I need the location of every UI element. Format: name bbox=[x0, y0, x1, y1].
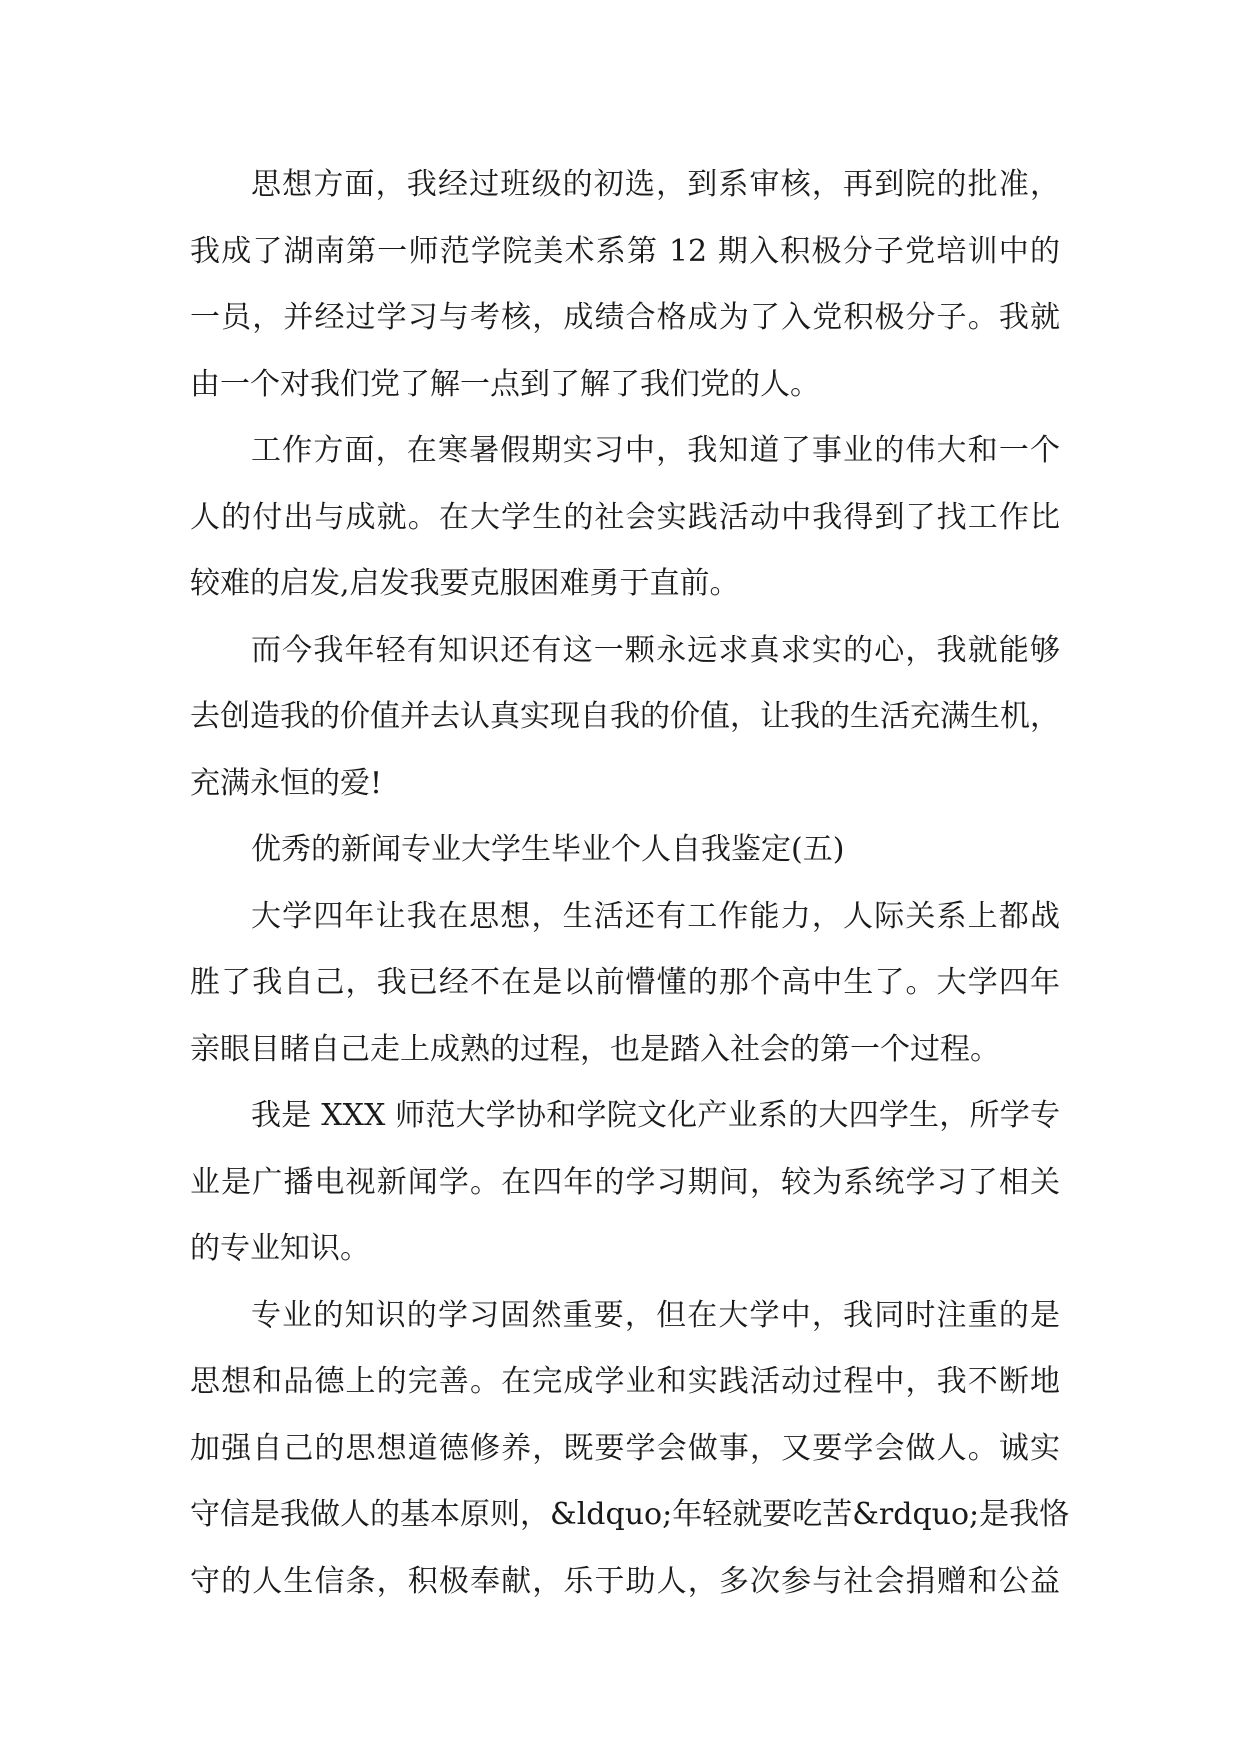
paragraph-6-line-3: 的专业知识。 bbox=[190, 1231, 370, 1266]
section-heading: 优秀的新闻专业大学生毕业个人自我鉴定(五) bbox=[251, 832, 845, 867]
paragraph-2-line-2: 人的付出与成就。在大学生的社会实践活动中我得到了找工作比 bbox=[190, 499, 1060, 535]
paragraph-5-line-3: 亲眼目睹自己走上成熟的过程，也是踏入社会的第一个过程。 bbox=[190, 1031, 1000, 1067]
paragraph-2-line-3: 较难的启发,启发我要克服困难勇于直前。 bbox=[190, 566, 740, 601]
paragraph-5-line-2: 胜了我自己，我已经不在是以前懵懂的那个高中生了。大学四年 bbox=[190, 965, 1060, 1000]
paragraph-1-line-3: 一员，并经过学习与考核，成绩合格成为了入党积极分子。我就 bbox=[190, 300, 1060, 335]
paragraph-7-line-3: 加强自己的思想道德修养，既要学会做事，又要学会做人。诚实 bbox=[190, 1430, 1060, 1466]
paragraph-6-line-1: 我是 XXX 师范大学协和学院文化产业系的大四学生，所学专 bbox=[251, 1098, 1060, 1133]
paragraph-3-line-1: 而今我年轻有知识还有这一颗永远求真求实的心，我就能够 bbox=[251, 632, 1060, 668]
paragraph-1-line-2: 我成了湖南第一师范学院美术系第 12 期入积极分子党培训中的 bbox=[190, 233, 1060, 269]
document-body bbox=[190, 152, 1070, 1615]
paragraph-7-line-5: 守的人生信条，积极奉献，乐于助人，多次参与社会捐赠和公益 bbox=[190, 1563, 1060, 1599]
paragraph-3-line-2: 去创造我的价值并去认真实现自我的价值，让我的生活充满生机， bbox=[190, 699, 1060, 734]
paragraph-5-line-1: 大学四年让我在思想，生活还有工作能力，人际关系上都战 bbox=[251, 898, 1060, 934]
paragraph-7-line-2: 思想和品德上的完善。在完成学业和实践活动过程中，我不断地 bbox=[190, 1364, 1060, 1399]
paragraph-6-line-2: 业是广播电视新闻学。在四年的学习期间，较为系统学习了相关 bbox=[190, 1164, 1060, 1200]
paragraph-1-line-1: 思想方面，我经过班级的初选，到系审核，再到院的批准， bbox=[251, 167, 1060, 202]
paragraph-7-line-1: 专业的知识的学习固然重要，但在大学中，我同时注重的是 bbox=[251, 1297, 1060, 1333]
paragraph-3-line-3: 充满永恒的爱! bbox=[190, 765, 383, 801]
paragraph-2-line-1: 工作方面，在寒暑假期实习中，我知道了事业的伟大和一个 bbox=[251, 433, 1060, 468]
paragraph-1-line-4: 由一个对我们党了解一点到了解了我们党的人。 bbox=[190, 366, 820, 402]
paragraph-7-line-4: 守信是我做人的基本原则，&ldquo;年轻就要吃苦&rdquo;是我恪 bbox=[190, 1497, 1070, 1532]
